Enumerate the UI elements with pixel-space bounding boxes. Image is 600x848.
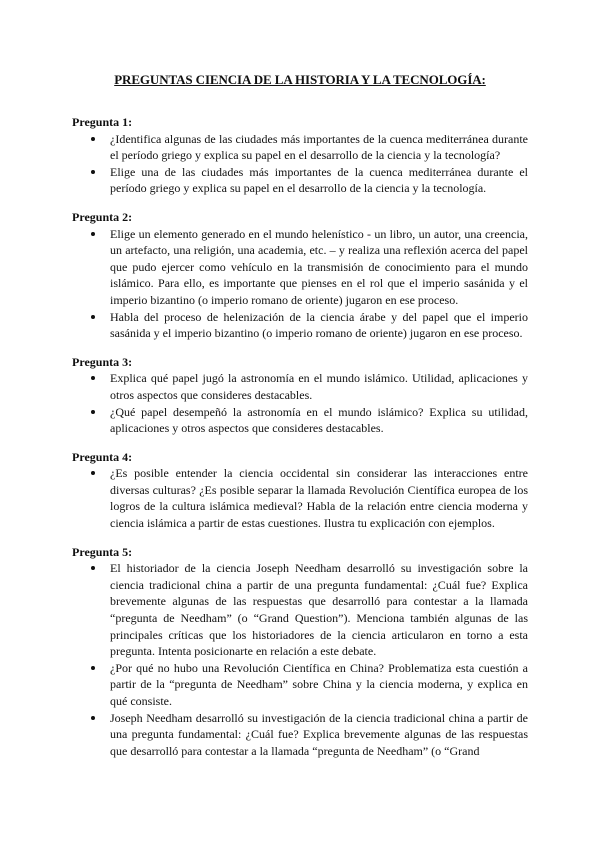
list-item xyxy=(72,164,528,197)
bullet-list xyxy=(72,226,528,342)
document-title: PREGUNTAS CIENCIA DE LA HISTORIA Y LA TECNOLOGÍA: xyxy=(114,72,486,87)
list-item xyxy=(72,660,528,710)
questions-list xyxy=(72,114,528,759)
question-heading: Pregunta 4: xyxy=(72,449,133,464)
question-section-2 xyxy=(72,209,528,342)
list-item xyxy=(72,465,528,531)
question-heading: Pregunta 2: xyxy=(72,209,133,224)
document-page xyxy=(72,72,528,771)
list-item-text: Habla del proceso de helenización de la ciencia árabe y del papel que el imperio sasánida y el imperio bizantino (o imperio romano de oriente) jugaron en ese proceso. xyxy=(110,309,528,341)
bullet-list xyxy=(72,370,528,436)
list-item-text: El historiador de la ciencia Joseph Needham desarrolló su investigación sobre la ciencia tradicional china a partir de una pregunta fundamental: ¿Cuál fue? Explica brevemente algunas de las respuestas que desarrolló para contestar a la llamada “pregunta de Needham” (o “Grand Question”). Menciona también algunas de las principales críticas que los historiadores de la ciencia articularon en torno a esta pregunta. Intenta posicionarte en relación a este debate. xyxy=(110,561,528,659)
bullet-list xyxy=(72,465,528,531)
bullet-icon xyxy=(91,410,95,414)
question-section-4 xyxy=(72,449,528,532)
list-item-text: Explica qué papel jugó la astronomía en el mundo islámico. Utilidad, aplicaciones y otros aspectos que consideres destacables. xyxy=(110,371,528,402)
question-section-1 xyxy=(72,114,528,197)
list-item xyxy=(72,226,528,309)
list-item-text: Elige un elemento generado en el mundo helenístico - un libro, un autor, una creencia, un artefacto, una religión, una academia, etc. – y realiza una reflexión acerca del papel que pudo ejercer como vehículo en la transmisión de conocimiento para el mundo islámico. Para ello, es importante que pienses en el rol que el imperio sasánida y el imperio bizantino (o imperio romano de oriente) jugaron en ese proceso. xyxy=(110,226,528,307)
list-item xyxy=(72,560,528,660)
list-item-text: Joseph Needham desarrolló su investigación de la ciencia tradicional china a partir de una pregunta fundamental: ¿Cuál fue? Explica brevemente algunas de las respuestas que desarrolló para contestar a la llamada “pregunta de Needham” (o “Grand xyxy=(110,710,528,758)
question-section-5 xyxy=(72,544,528,760)
list-item xyxy=(72,710,528,760)
question-heading: Pregunta 1: xyxy=(72,115,133,129)
bullet-icon xyxy=(91,566,95,570)
bullet-icon xyxy=(91,232,95,236)
list-item-text: ¿Identifica algunas de las ciudades más importantes de la cuenca mediterránea durante el período griego y explica su papel en el desarrollo de la ciencia y la tecnología? xyxy=(110,131,528,163)
question-section-3 xyxy=(72,354,528,437)
list-item xyxy=(72,131,528,164)
bullet-icon xyxy=(91,471,95,475)
list-item xyxy=(72,370,528,403)
list-item-text: ¿Qué papel desempeñó la astronomía en el mundo islámico? Explica su utilidad, aplicaciones y otros aspectos que consideres destacables. xyxy=(110,404,528,436)
question-heading: Pregunta 3: xyxy=(72,354,133,369)
bullet-icon xyxy=(91,716,95,720)
list-item xyxy=(72,404,528,437)
list-item-text: Elige una de las ciudades más importantes de la cuenca mediterránea durante el período griego y explica su papel en el desarrollo de la ciencia y la tecnología. xyxy=(110,164,528,196)
bullet-icon xyxy=(91,137,95,141)
bullet-icon xyxy=(91,666,95,670)
bullet-list xyxy=(72,560,528,759)
question-heading: Pregunta 5: xyxy=(72,544,133,559)
bullet-icon xyxy=(91,376,95,380)
bullet-list xyxy=(72,131,528,197)
bullet-icon xyxy=(91,315,95,319)
bullet-icon xyxy=(91,170,95,174)
list-item-text: ¿Es posible entender la ciencia occidental sin considerar las interacciones entre diversas culturas? ¿Es posible separar la llamada Revolución Científica europea de los logros de la cultura islámica medieval? Habla de la relación entre ciencia moderna y ciencia islámica a partir de estas cuestiones. Ilustra tu explicación con ejemplos. xyxy=(110,466,528,531)
list-item-text: ¿Por qué no hubo una Revolución Científica en China? Problematiza esta cuestión a partir de la “pregunta de Needham” sobre China y la ciencia moderna, y explica en qué consiste. xyxy=(110,660,528,708)
list-item xyxy=(72,309,528,342)
